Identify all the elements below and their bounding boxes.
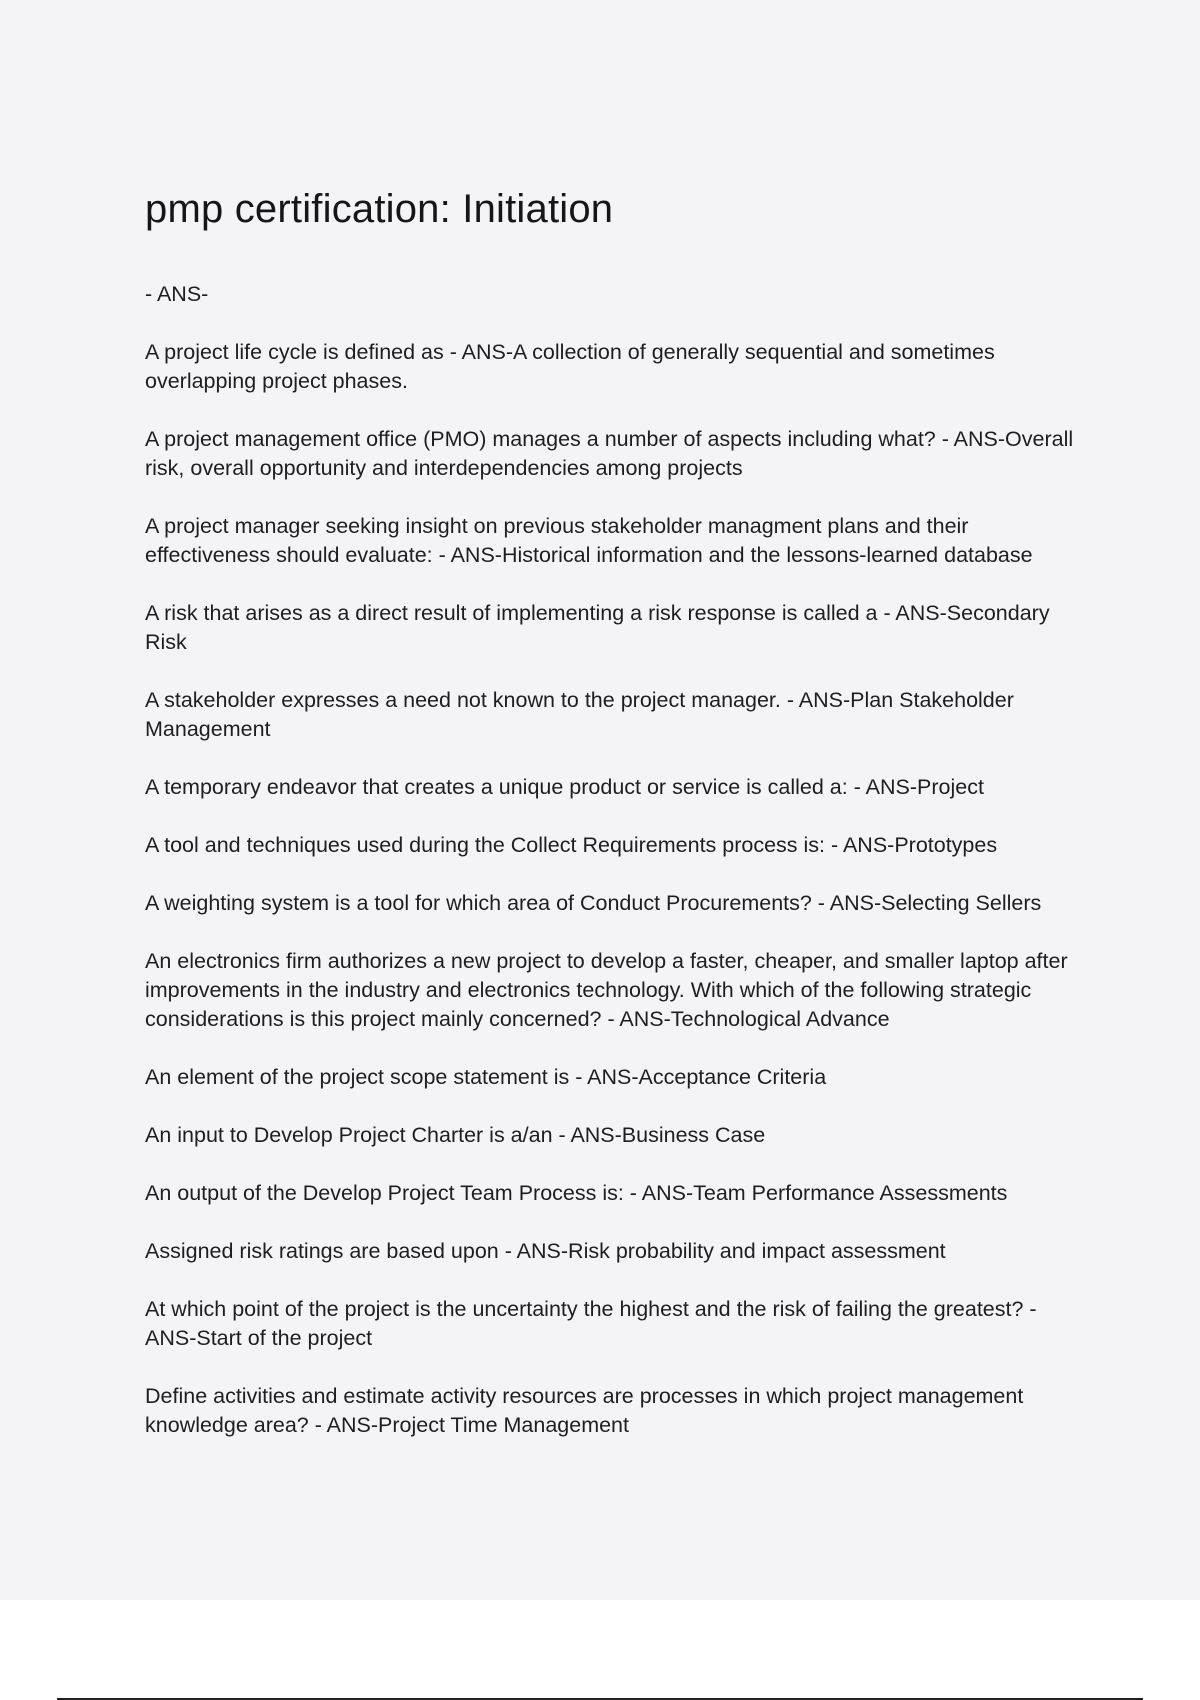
page-title: pmp certification: Initiation xyxy=(145,187,614,231)
qa-list xyxy=(145,280,1090,1440)
qa-entry: A project life cycle is defined as - ANS-A collection of generally sequential and sometimes overlapping project phases. xyxy=(145,340,995,393)
qa-entry: A temporary endeavor that creates a unique product or service is called a: - ANS-Project xyxy=(145,775,984,799)
qa-entry: An input to Develop Project Charter is a/an - ANS-Business Case xyxy=(145,1123,766,1147)
qa-entry: A risk that arises as a direct result of implementing a risk response is called a - ANS-Secondary Risk xyxy=(145,601,1050,654)
qa-entry: A stakeholder expresses a need not known to the project manager. - ANS-Plan Stakeholder Management xyxy=(145,688,1014,741)
qa-entry: Assigned risk ratings are based upon - ANS-Risk probability and impact assessment xyxy=(145,1239,946,1263)
qa-entry: An output of the Develop Project Team Process is: - ANS-Team Performance Assessments xyxy=(145,1181,1008,1205)
qa-entry: Define activities and estimate activity resources are processes in which project management knowledge area? - ANS-Project Time Management xyxy=(145,1384,1024,1437)
qa-entry: A project manager seeking insight on previous stakeholder managment plans and their effectiveness should evaluate: - ANS-Historical information and the lessons-learned database xyxy=(145,514,1033,567)
qa-entry: A project management office (PMO) manages a number of aspects including what? - ANS-Overall risk, overall opportunity and interdependencies among projects xyxy=(145,427,1074,480)
qa-entry: An element of the project scope statement is - ANS-Acceptance Criteria xyxy=(145,1065,827,1089)
qa-entry: An electronics firm authorizes a new project to develop a faster, cheaper, and smaller laptop after improvements in the industry and electronics technology. With which of the following strategic considerations is this project mainly concerned? - ANS-Technological Advance xyxy=(145,949,1068,1031)
qa-entry: At which point of the project is the uncertainty the highest and the risk of failing the greatest? - ANS-Start of the project xyxy=(145,1297,1037,1350)
qa-entry: A tool and techniques used during the Collect Requirements process is: - ANS-Prototypes xyxy=(145,833,998,857)
qa-entry: A weighting system is a tool for which area of Conduct Procurements? - ANS-Selecting Sellers xyxy=(145,891,1042,915)
qa-entry: - ANS- xyxy=(145,282,209,306)
document-content xyxy=(145,183,1090,1469)
